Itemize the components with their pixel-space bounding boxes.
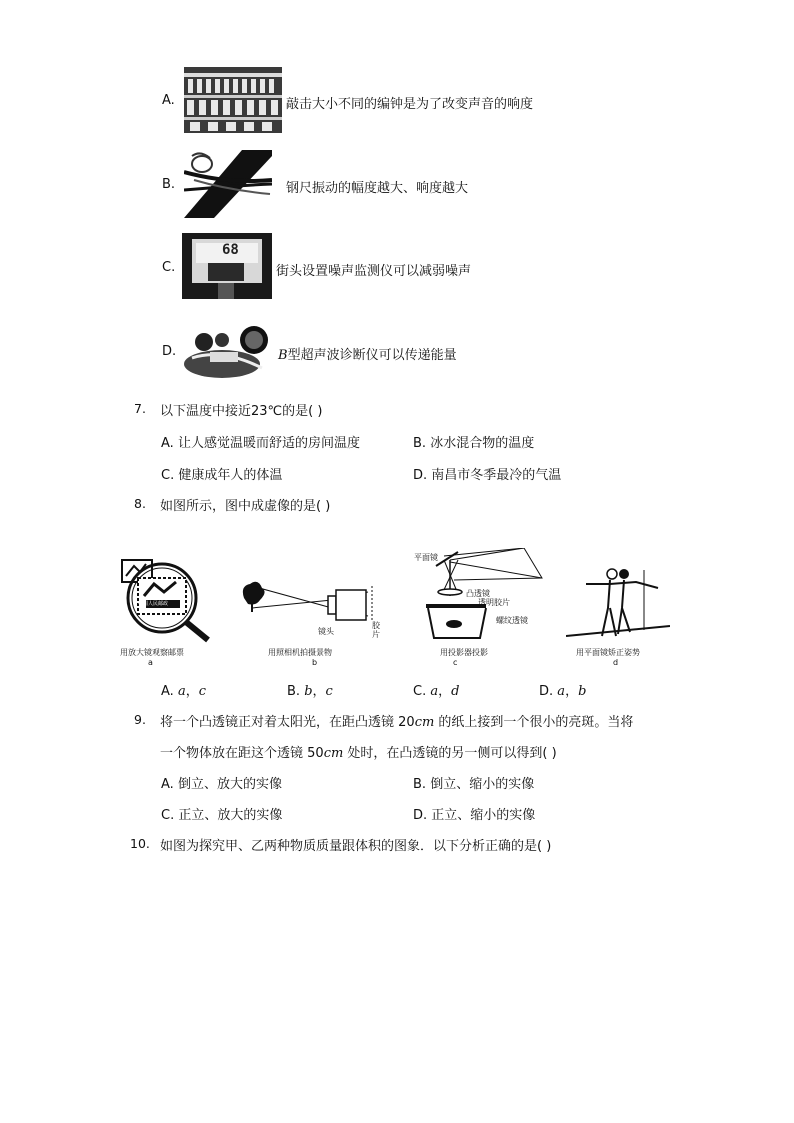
question-text: 如图为探究甲、乙两种物质质量跟体积的图象．以下分析正确的是( ) <box>160 839 552 854</box>
answer-var-1: a <box>177 684 186 699</box>
answer-var-2: c <box>198 684 206 699</box>
figure-caption: 用放大镜观察邮票 <box>120 648 184 657</box>
figure-label: d <box>613 658 619 667</box>
figure-caption: 用照相机拍摄景物 <box>268 648 332 657</box>
figure-caption: 用平面镜矫正姿势 <box>576 648 640 657</box>
figure-caption: 用投影器投影 <box>440 648 488 657</box>
answer-c[interactable] <box>161 464 282 483</box>
option-text: 钢尺振动的幅度越大、响度越大 <box>286 181 469 196</box>
question-number: 10. <box>130 836 150 851</box>
answer-text: 正立、放大的实像 <box>178 808 283 823</box>
monitor-reading: 68 <box>222 242 239 258</box>
option-letter: D. <box>162 344 177 359</box>
answer-c[interactable] <box>161 804 282 823</box>
bells-photo-icon <box>184 67 282 133</box>
q9-num-2: 50 <box>307 746 324 761</box>
answer-text: 健康成年人的体温 <box>178 468 283 483</box>
answer-letter: A. <box>161 684 174 699</box>
question-number: 9. <box>134 712 146 727</box>
convex-lens-label: 凸透镜 <box>466 589 490 598</box>
answer-letter: D. <box>539 684 554 699</box>
answer-b[interactable] <box>287 680 333 699</box>
q9-text-2b: 处时，在凸透镜的另一侧可以得到( ) <box>343 746 557 761</box>
option-text: 街头设置噪声监测仪可以减弱噪声 <box>276 264 472 279</box>
question-text-line-1 <box>160 711 633 730</box>
answer-d[interactable] <box>413 804 535 823</box>
answer-var-1: b <box>304 684 313 699</box>
question-text: 以下温度中接近23℃的是( ) <box>160 404 323 419</box>
answer-text: 南昌市冬季最冷的气温 <box>431 468 562 483</box>
answer-a[interactable] <box>161 680 206 699</box>
answer-sep: ， <box>565 684 579 699</box>
lens-label: 镜头 <box>318 627 334 636</box>
q9-text-1a: 将一个凸透镜正对着太阳光，在距凸透镜 <box>160 715 399 730</box>
answer-var-1: a <box>557 684 566 699</box>
figure-label: a <box>148 658 153 667</box>
answer-letter: A. <box>161 777 174 792</box>
b-mode-letter: B <box>278 348 288 363</box>
q9-num-1: 20 <box>398 715 415 730</box>
q9-text-1b: 的纸上接到一个很小的亮斑。当将 <box>434 715 634 730</box>
answer-letter: D. <box>413 468 428 483</box>
option-letter: C. <box>162 260 176 275</box>
answer-sep: ， <box>185 684 199 699</box>
option-text-rest: 型超声波诊断仪可以传递能量 <box>287 348 457 363</box>
figure-label: c <box>453 658 458 667</box>
mirror-label: 平面镜 <box>414 553 438 562</box>
answer-var-2: b <box>578 684 587 699</box>
noise-monitor-photo-icon <box>182 233 272 299</box>
answer-d[interactable] <box>539 680 586 699</box>
answer-letter: B. <box>413 777 427 792</box>
answer-letter: D. <box>413 808 428 823</box>
q9-unit-2: cm <box>323 746 344 761</box>
answer-text: 倒立、放大的实像 <box>177 777 282 792</box>
option-letter: B. <box>162 177 176 192</box>
answer-letter: C. <box>161 808 175 823</box>
answer-letter: A. <box>161 436 174 451</box>
option-letter: A. <box>162 93 175 108</box>
answer-c[interactable] <box>413 680 459 699</box>
answer-d[interactable] <box>413 464 561 483</box>
figure-label: b <box>312 658 318 667</box>
question-text-line-2 <box>160 742 557 761</box>
mirror-posture-icon <box>566 566 670 644</box>
answer-var-2: c <box>325 684 333 699</box>
film-label: 胶片 <box>372 621 380 639</box>
transparency-label: 透明胶片 <box>478 598 510 607</box>
q9-unit-1: cm <box>414 715 435 730</box>
answer-a[interactable] <box>161 432 360 451</box>
answer-sep: ， <box>438 684 452 699</box>
answer-text: 冰水混合物的温度 <box>430 436 535 451</box>
answer-b[interactable] <box>413 773 534 792</box>
answer-b[interactable] <box>413 432 534 451</box>
answer-text: 倒立、缩小的实像 <box>430 777 535 792</box>
fresnel-lens-label: 螺纹透镜 <box>496 616 528 625</box>
answer-text: 让人感觉温暖而舒适的房间温度 <box>177 436 360 451</box>
answer-a[interactable] <box>161 773 282 792</box>
ultrasound-photo-icon <box>182 318 274 384</box>
answer-sep: ， <box>312 684 326 699</box>
option-text: 敲击大小不同的编钟是为了改变声音的响度 <box>286 97 534 112</box>
answer-var-2: d <box>451 684 460 699</box>
question-number: 7. <box>134 401 146 416</box>
answer-letter: B. <box>287 684 301 699</box>
answer-var-1: a <box>430 684 439 699</box>
question-number: 8. <box>134 496 146 511</box>
answer-text: 正立、缩小的实像 <box>431 808 536 823</box>
ruler-photo-icon <box>184 150 272 218</box>
camera-diagram-icon <box>236 578 388 640</box>
question-text: 如图所示，图中成虚像的是( ) <box>160 499 331 514</box>
answer-letter: B. <box>413 436 427 451</box>
option-text <box>278 344 457 363</box>
stamp-text: 中国人民邮政 <box>138 601 169 607</box>
answer-letter: C. <box>413 684 427 699</box>
answer-letter: C. <box>161 468 175 483</box>
q9-text-2a: 一个物体放在距这个透镜 <box>160 746 308 761</box>
